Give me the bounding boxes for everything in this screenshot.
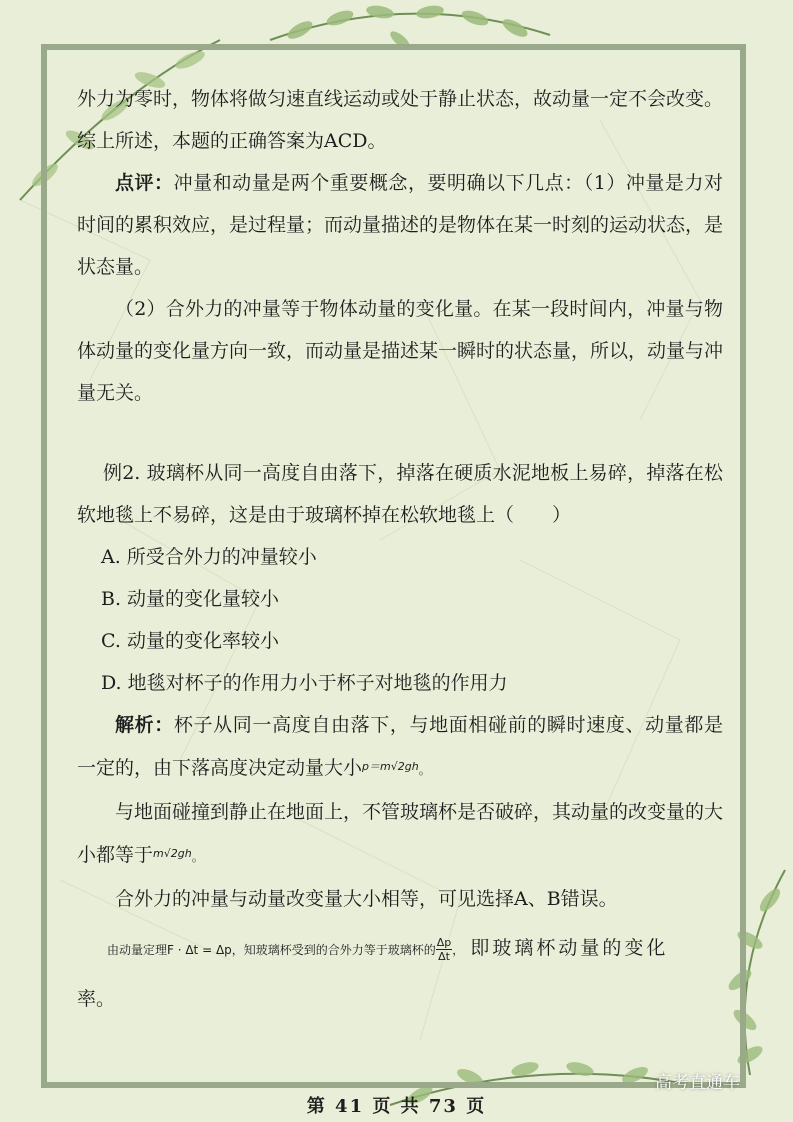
formula-momentum: p＝m√2gh: [362, 760, 419, 773]
analysis-paragraph-2: [77, 791, 723, 878]
theorem-comma: ，: [452, 943, 465, 957]
analysis-paragraph-1: [77, 704, 723, 791]
theorem-tail-text: 即玻璃杯动量的变化: [470, 937, 669, 959]
fraction-dp-dt: [436, 936, 453, 963]
fraction-denominator: Δt: [438, 949, 450, 963]
paragraph-review: [77, 162, 723, 288]
paragraph-review-point-2: （2）合外力的冲量等于物体动量的变化量。在某一段时间内，冲量与物体动量的变化量方向一致，而动量是描述某一瞬时的状态量，所以，动量与冲量无关。: [77, 298, 724, 404]
watermark-text: 高考直通车: [655, 1073, 740, 1093]
analysis-theorem-line: [77, 920, 723, 978]
formula-end-1: 。: [418, 763, 431, 777]
review-text: 冲量和动量是两个重要概念，要明确以下几点：（1）冲量是力对时间的累积效应，是过程量；而动量描述的是物体在某一时刻的运动状态，是状态量。: [77, 172, 724, 278]
document-body: [77, 78, 723, 1020]
page-number-footer: 第 41 页 共 73 页: [306, 1096, 487, 1117]
review-label: 点评：: [115, 172, 174, 194]
fraction-numerator: Δp: [436, 935, 452, 949]
formula-momentum-change: m√2gh: [153, 847, 192, 860]
analysis-label: 解析：: [115, 714, 174, 736]
option-a: A. 所受合外力的冲量较小: [101, 546, 317, 568]
analysis-paragraph-3: 合外力的冲量与动量改变量大小相等，可见选择A、B错误。: [115, 888, 618, 910]
theorem-end-text: 率。: [77, 988, 116, 1010]
section-gap: [77, 414, 723, 452]
option-b: B. 动量的变化量较小: [101, 588, 280, 610]
theorem-small-text: 由动量定理F · Δt = Δp，知玻璃杯受到的合外力等于玻璃杯的: [107, 943, 436, 957]
example-question: 例2. 玻璃杯从同一高度自由落下，掉落在硬质水泥地板上易碎，掉落在松软地毯上不易碎，这是由于玻璃杯掉在松软地毯上（ ）: [77, 462, 723, 526]
paragraph-conclusion: 外力为零时，物体将做匀速直线运动或处于静止状态，故动量一定不会改变。综上所述，本题的正确答案为ACD。: [77, 88, 724, 152]
option-c: C. 动量的变化率较小: [101, 630, 279, 652]
analysis-text-1: 杯子从同一高度自由落下，与地面相碰前的瞬时速度、动量都是一定的，由下落高度决定动量大小: [77, 714, 723, 779]
option-d: D. 地毯对杯子的作用力小于杯子对地毯的作用力: [101, 672, 508, 694]
formula-end-2: 。: [191, 850, 204, 864]
analysis-text-2: 与地面碰撞到静止在地面上，不管玻璃杯是否破碎，其动量的改变量的大小都等于: [77, 801, 724, 866]
